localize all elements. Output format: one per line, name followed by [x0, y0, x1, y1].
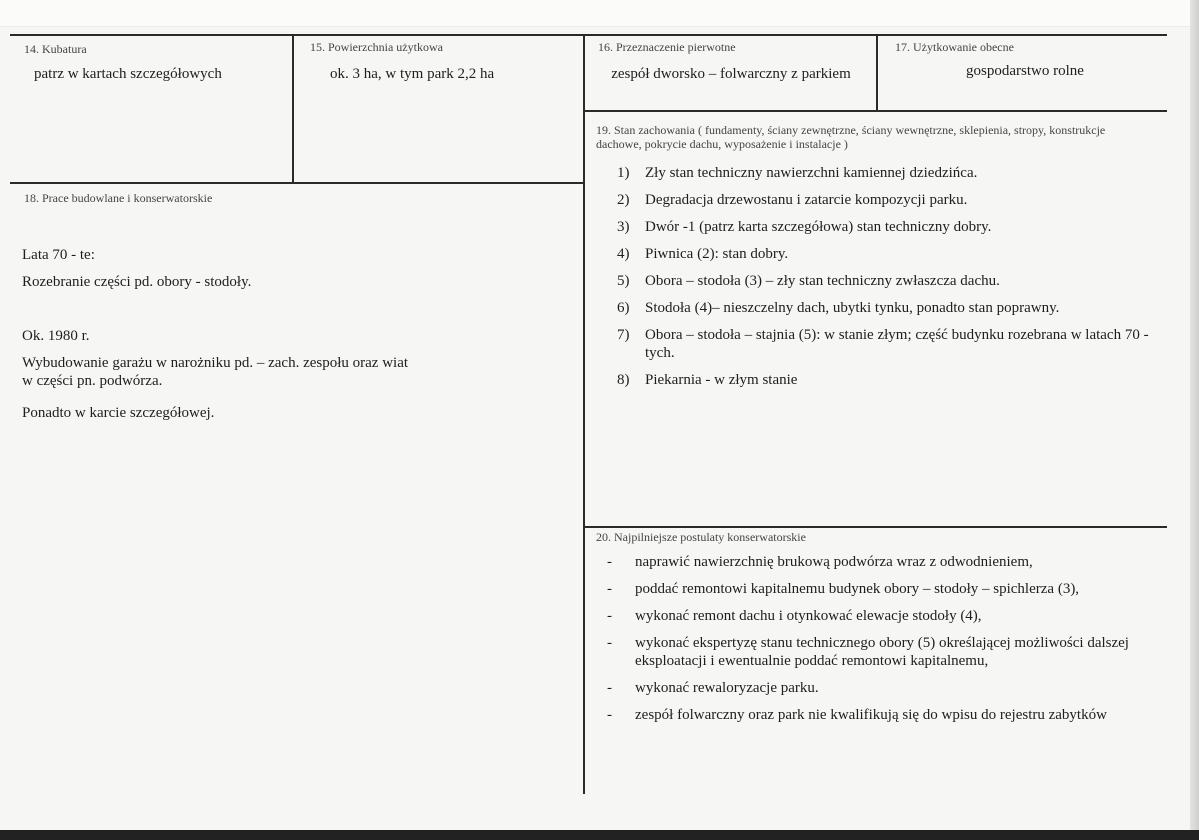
- page-top-margin: [0, 0, 1199, 27]
- list-item: - wykonać remont dachu i otynkować elewacje stodoły (4),: [607, 608, 982, 624]
- list-item: - naprawić nawierzchnię brukową podwórza wraz z odwodnieniem,: [607, 554, 1033, 570]
- scan-bottom-edge: [0, 830, 1199, 840]
- list-item: - wykonać rewaloryzacje parku.: [607, 680, 819, 696]
- divider-15-18: [10, 182, 584, 184]
- field-18-label: 18. Prace budowlane i konserwatorskie: [24, 191, 213, 205]
- scan-right-edge: [1190, 0, 1199, 840]
- divider-14-15: [292, 34, 294, 182]
- list-item: 2) Degradacja drzewostanu i zatarcie kompozycji parku.: [617, 192, 968, 208]
- field-15-label: 15. Powierzchnia użytkowa: [310, 40, 443, 54]
- field-16-value: zespół dworsko – folwarczny z parkiem: [611, 66, 851, 82]
- list-item: - zespół folwarczny oraz park nie kwalifikują się do wpisu do rejestru zabytków: [607, 707, 1107, 723]
- field-15-value: ok. 3 ha, w tym park 2,2 ha: [330, 66, 495, 82]
- field-19-list: [617, 164, 1157, 398]
- field-18-line: Lata 70 - te:: [22, 247, 95, 263]
- field-19-label: 19. Stan zachowania ( fundamenty, ściany zewnętrzne, ściany wewnętrzne, sklepienia, stropy, konstrukcje dachowe, pokrycie dachu, wyposażenie i instalacje ): [596, 123, 1106, 151]
- top-border: [10, 34, 1167, 36]
- field-18-line: Rozebranie części pd. obory - stodoły.: [22, 274, 252, 290]
- list-item: 5) Obora – stodoła (3) – zły stan techniczny zwłaszcza dachu.: [617, 273, 1000, 289]
- divider-16-17: [876, 34, 878, 111]
- field-18-line: Wybudowanie garażu w narożniku pd. – zach. zespołu oraz wiat w części pn. podwórza.: [22, 355, 409, 389]
- divider-16-19: [583, 110, 1167, 112]
- field-17-label: 17. Użytkowanie obecne: [895, 40, 1014, 54]
- field-14-label: 14. Kubatura: [24, 42, 87, 56]
- field-20-list: [607, 553, 1157, 733]
- field-14-value: patrz w kartach szczegółowych: [34, 66, 222, 82]
- list-item: 7) Obora – stodoła – stajnia (5): w stanie złym; część budynku rozebrana w latach 70 - tych.: [617, 327, 1149, 361]
- list-item: 8) Piekarnia - w złym stanie: [617, 372, 798, 388]
- field-20-label: 20. Najpilniejsze postulaty konserwatorskie: [596, 530, 806, 544]
- list-item: - wykonać ekspertyzę stanu technicznego obory (5) określającej możliwości dalszej eksploatacji i ewentualnie poddać remontowi kapitalnemu,: [607, 635, 1129, 669]
- list-item: 4) Piwnica (2): stan dobry.: [617, 246, 789, 262]
- list-item: 6) Stodoła (4)– nieszczelny dach, ubytki tynku, ponadto stan poprawny.: [617, 300, 1060, 316]
- list-item: 1) Zły stan techniczny nawierzchni kamiennej dziedzińca.: [617, 165, 978, 181]
- field-17-value: gospodarstwo rolne: [966, 63, 1084, 79]
- main-vertical-divider: [583, 34, 585, 794]
- divider-19-20: [583, 526, 1167, 528]
- field-18-line: Ok. 1980 r.: [22, 328, 90, 344]
- field-18-line: Ponadto w karcie szczegółowej.: [22, 405, 215, 421]
- list-item: 3) Dwór -1 (patrz karta szczegółowa) stan techniczny dobry.: [617, 219, 992, 235]
- field-16-label: 16. Przeznaczenie pierwotne: [598, 40, 736, 54]
- list-item: - poddać remontowi kapitalnemu budynek obory – stodoły – spichlerza (3),: [607, 581, 1080, 597]
